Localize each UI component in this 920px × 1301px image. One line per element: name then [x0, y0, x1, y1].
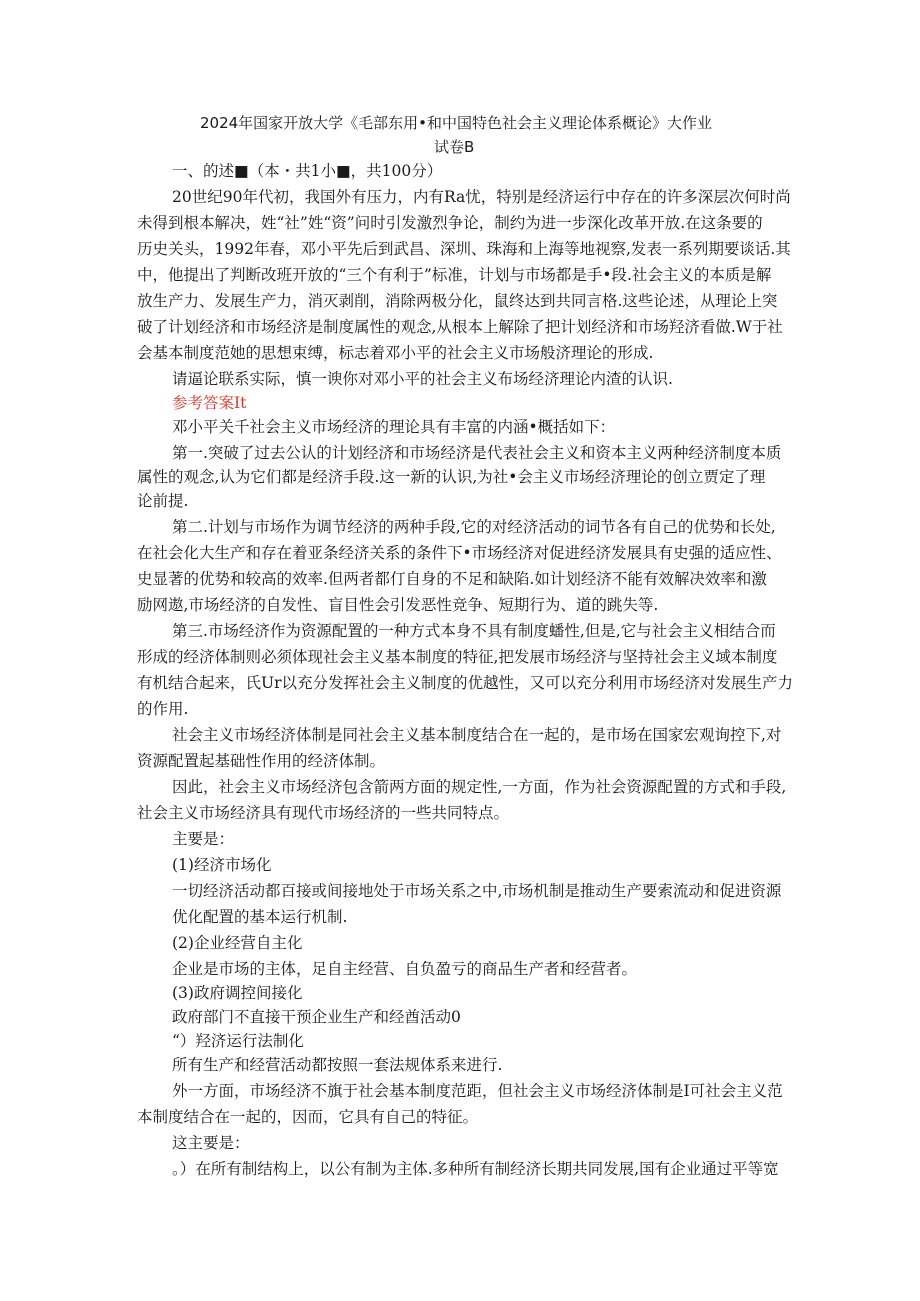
answer-line: (1)经济市场化 [172, 856, 272, 874]
answer-line: (3)政府调控间接化 [172, 984, 303, 1002]
answer-line: 优化配置的基本运行机制. [172, 908, 348, 926]
answer-line: 一切经济活动都百接或间接地处于市场关系之中,市场机制是推动生产要索流动和促进资源 [172, 882, 782, 900]
answer-line: 本制度结合在一起的，因而，它具有自己的特征。 [137, 1108, 479, 1126]
answer-label: 参考答案It [172, 394, 247, 412]
question-line: 会基本制度范她的思想束缚，标志着邓小平的社会主义市场般济理论的形成. [137, 344, 654, 362]
question-line: 中，他提出了判断改班开放的“三个有利于”标准，计划与市场都是手•段.社会主义的本质是解 [137, 266, 772, 284]
answer-line: 在社会化大生产和存在着亚条经济关系的条件下•市场经济对促进经济发展具有史强的适应性、 [137, 544, 782, 562]
answer-line: 第一.突破了过去公认的计划经济和市场经济是代表社会主义和资本主义两种经济制度本质 [172, 444, 782, 462]
answer-line: 第二.计划与市场作为调节经济的两种手段,它的对经济活动的词节各有自己的优势和长处, [172, 518, 776, 536]
answer-line: 第三.市场经济作为资源配置的一种方式本身不具有制度蟠性,但是,它与社会主义相结合而 [172, 622, 776, 640]
answer-line: 励网遨,市场经济的自发性、盲目性会引发恶性竞争、短期行为、道的跳失等. [137, 596, 659, 614]
section-heading: 一、的述■（本・共1小■，共100分） [172, 162, 443, 180]
answer-line: 所有生产和经营活动都按照一套法规体系来进行. [172, 1056, 503, 1074]
answer-line: 的作用. [137, 700, 189, 718]
document-title: 2024年国家开放大学《毛部东用•和中国特色社会主义理论体系概论》大作业 [200, 114, 713, 132]
answer-line: 政府部门不直接干预企业生产和经酋活动0 [172, 1008, 461, 1026]
answer-line: 有机结合起来，氏Ur以充分发挥社会主义制度的优越性，又可以充分利用市场经济对发展生产力 [137, 674, 793, 692]
answer-line: (2)企业经营自主化 [172, 934, 303, 952]
answer-line: 形成的经济体制则必须体现社会主义基本制度的特征,把发展市场经济与坚持社会主义域本制度 [137, 648, 778, 666]
answer-line: 外一方面，市场经济不旗于社会基本制度范距，但社会主义市场经济体制是I可社会主义范 [172, 1082, 783, 1100]
question-line: 20世纪90年代初，我国外有压力，内有Ra忧，特别是经济运行中存在的许多深层次何时尚 [172, 188, 791, 206]
answer-line: 因此，社会主义市场经济包含箭两方面的规定性,一方面，作为社会资源配置的方式和手段, [172, 778, 787, 796]
answer-line: 这主要是： [172, 1134, 250, 1152]
answer-line: 史显著的优势和较高的效率.但两者都仃自身的不足和缺陷.如计划经济不能有效解决效率和激 [137, 570, 767, 588]
answer-line: 资源配置起基础性作用的经济体制。 [137, 752, 386, 770]
answer-line: 企业是市场的主体，足自主经营、自负盈亏的商品生产者和经营者。 [172, 960, 638, 978]
answer-line: “）羟济运行法制化 [172, 1032, 304, 1050]
question-line: 未得到根本解决，姓“社”姓“资”问时引发激烈争论，制约为进一步深化改革开放.在这条要的 [137, 214, 763, 232]
answer-line: 。）在所有制结构上，以公有制为主体.多种所有制经济长期共同发展,国有企业通过平等宽 [172, 1160, 779, 1178]
question-line: 放生产力、发展生产力，消灭剥削，消除两极分化，鼠终达到共同言格.这些论述，从理论上突 [137, 292, 778, 310]
answer-line: 社会主义市场经济具有现代市场经济的一些共同特点。 [137, 804, 510, 822]
question-line: 破了计划经济和市场经济是制度属性的观念,从根本上解除了把计划经济和市场羟济看做.W于社 [137, 318, 783, 336]
answer-line: 主要是： [172, 830, 235, 848]
document-subtitle: 试卷B [434, 138, 475, 156]
answer-line: 邓小平关千社会主义市场经济的理论具有丰富的内涵•概括如下： [172, 418, 616, 436]
question-line: 历史关头，1992年春，邓小平先后到武昌、深圳、珠海和上海等地视察,发表一系列期要谈话.其 [137, 240, 791, 258]
question-prompt: 请逼论联系实际，慎一谀你对邓小平的社会主义布场经济理论内渣的认识. [172, 370, 673, 388]
answer-line: 社会主义市场经济体制是同社会主义基本制度结合在一起的，是市场在国家宏观询控下,对 [172, 726, 782, 744]
answer-line: 属性的观念,认为它们都是经济手段.这一新的认识,为社•会主义市场经济理论的创立贾定了理 [137, 468, 766, 486]
answer-line: 论前提. [137, 492, 189, 510]
